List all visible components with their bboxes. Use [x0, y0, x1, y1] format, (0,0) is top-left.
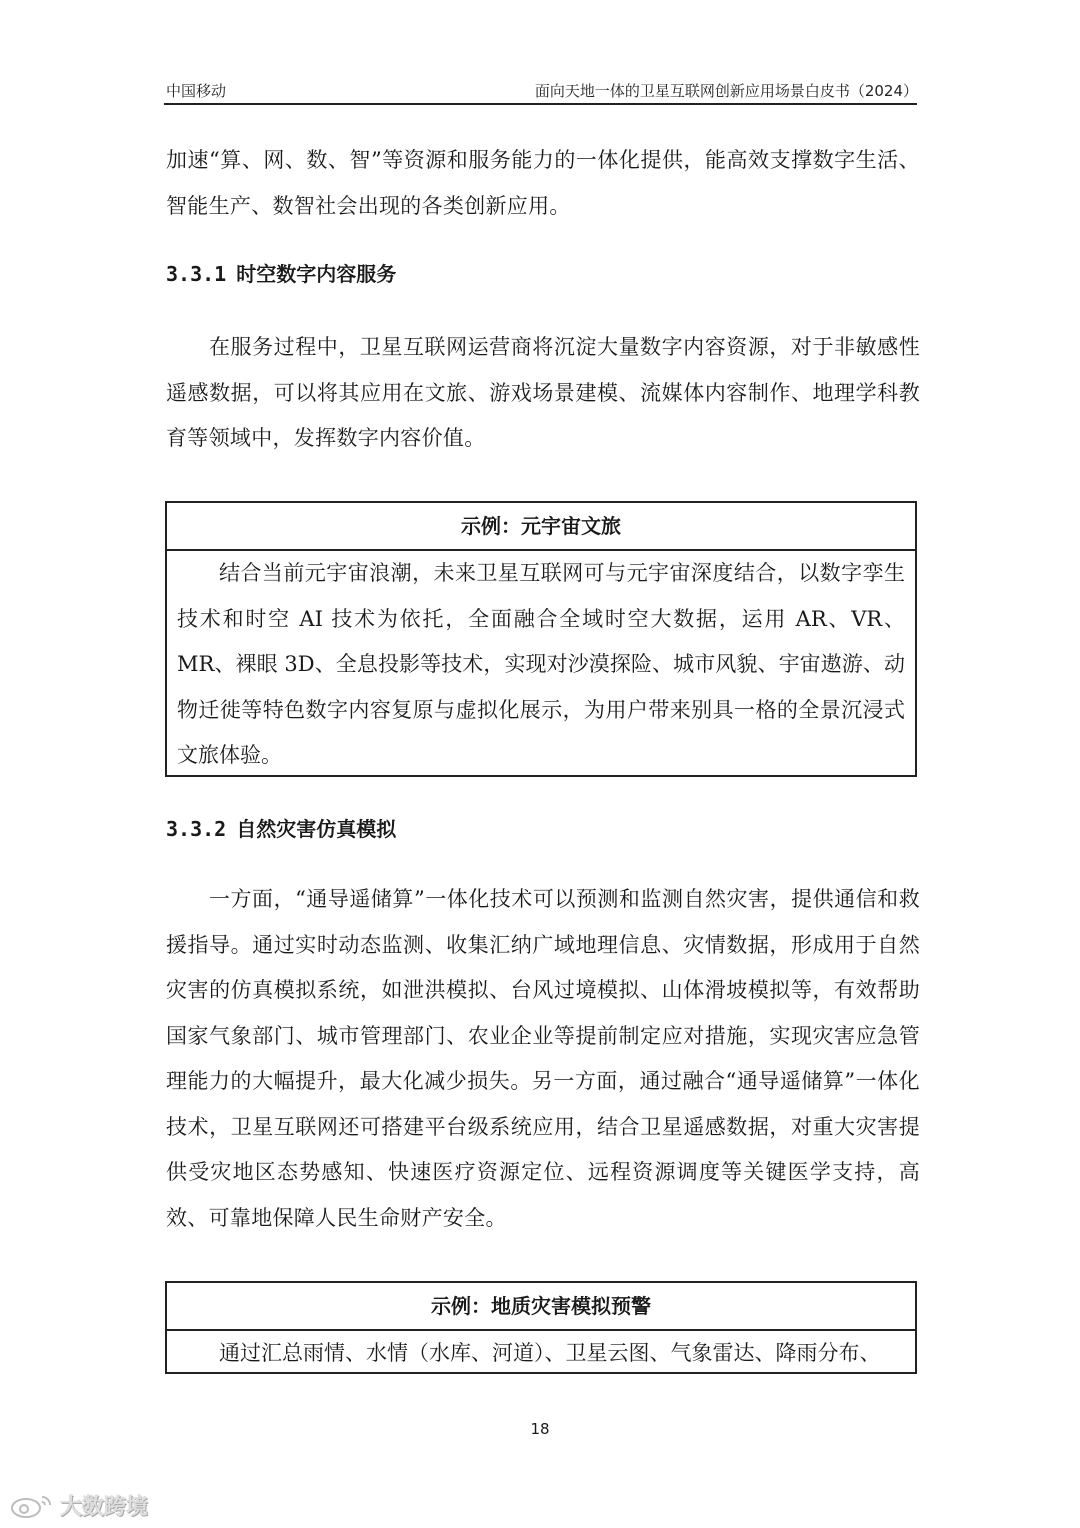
section-number: 3.3.1: [166, 262, 227, 286]
example-body: 通过汇总雨情、水情（水库、河道）、卫星云图、气象雷达、降雨分布、: [219, 1341, 881, 1365]
section-3-3-1-paragraph: 在服务过程中，卫星互联网运营商将沉淀大量数字内容资源，对于非敏感性遥感数据，可以将其应用在文旅、游戏场景建模、流媒体内容制作、地理学科教育等领域中，发挥数字内容价值。: [166, 335, 920, 450]
intro-paragraph: 加速“算、网、数、智”等资源和服务能力的一体化提供，能高效支撑数字生活、智能生产、数智社会出现的各类创新应用。: [166, 148, 920, 218]
section-heading-3-3-2: [166, 813, 396, 842]
header-doc-title: 面向天地一体的卫星互联网创新应用场景白皮书（2024）: [534, 82, 918, 100]
section-heading-3-3-1: [166, 258, 396, 287]
section-title: 时空数字内容服务: [236, 262, 397, 286]
watermark: [10, 1490, 148, 1521]
example-box-geological: [165, 1281, 917, 1374]
section-number: 3.3.2: [166, 817, 227, 841]
weibo-logo-icon: [10, 1493, 54, 1519]
header-divider: [164, 103, 917, 105]
header-org: 中国移动: [166, 82, 227, 100]
page-number: 18: [530, 1420, 550, 1438]
section-title: 自然灾害仿真模拟: [236, 817, 397, 841]
watermark-text: 大数跨境: [60, 1495, 149, 1520]
example-title: 示例：地质灾害模拟预警: [167, 1283, 915, 1331]
example-title: 示例：元宇宙文旅: [167, 503, 915, 551]
example-box-metaverse: [165, 501, 917, 777]
section-3-3-2-paragraph: 一方面，“通导遥储算”一体化技术可以预测和监测自然灾害，提供通信和救援指导。通过实时动态监测、收集汇纳广域地理信息、灾情数据，形成用于自然灾害的仿真模拟系统，如泄洪模拟、台风过境模拟、山体滑坡模拟等，有效帮助国家气象部门、城市管理部门、农业企业等提前制定应对措施，实现灾害应急管理能力的大幅提升，最大化减少损失。另一方面，通过融合“通导遥储算”一体化技术，卫星互联网还可搭建平台级系统应用，结合卫星遥感数据，对重大灾害提供受灾地区态势感知、快速医疗资源定位、远程资源调度等关键医学支持，高效、可靠地保障人民生命财产安全。: [166, 887, 920, 1230]
example-body: 结合当前元宇宙浪潮，未来卫星互联网可与元宇宙深度结合，以数字孪生技术和时空 AI 技术为依托，全面融合全域时空大数据，运用 AR、VR、MR、裸眼 3D、全息投影等技术，实现对沙漠探险、城市风貌、宇宙遨游、动物迁徙等特色数字内容复原与虚拟化展示，为用户带来别具一格的全景沉浸式文旅体验。: [177, 561, 905, 767]
